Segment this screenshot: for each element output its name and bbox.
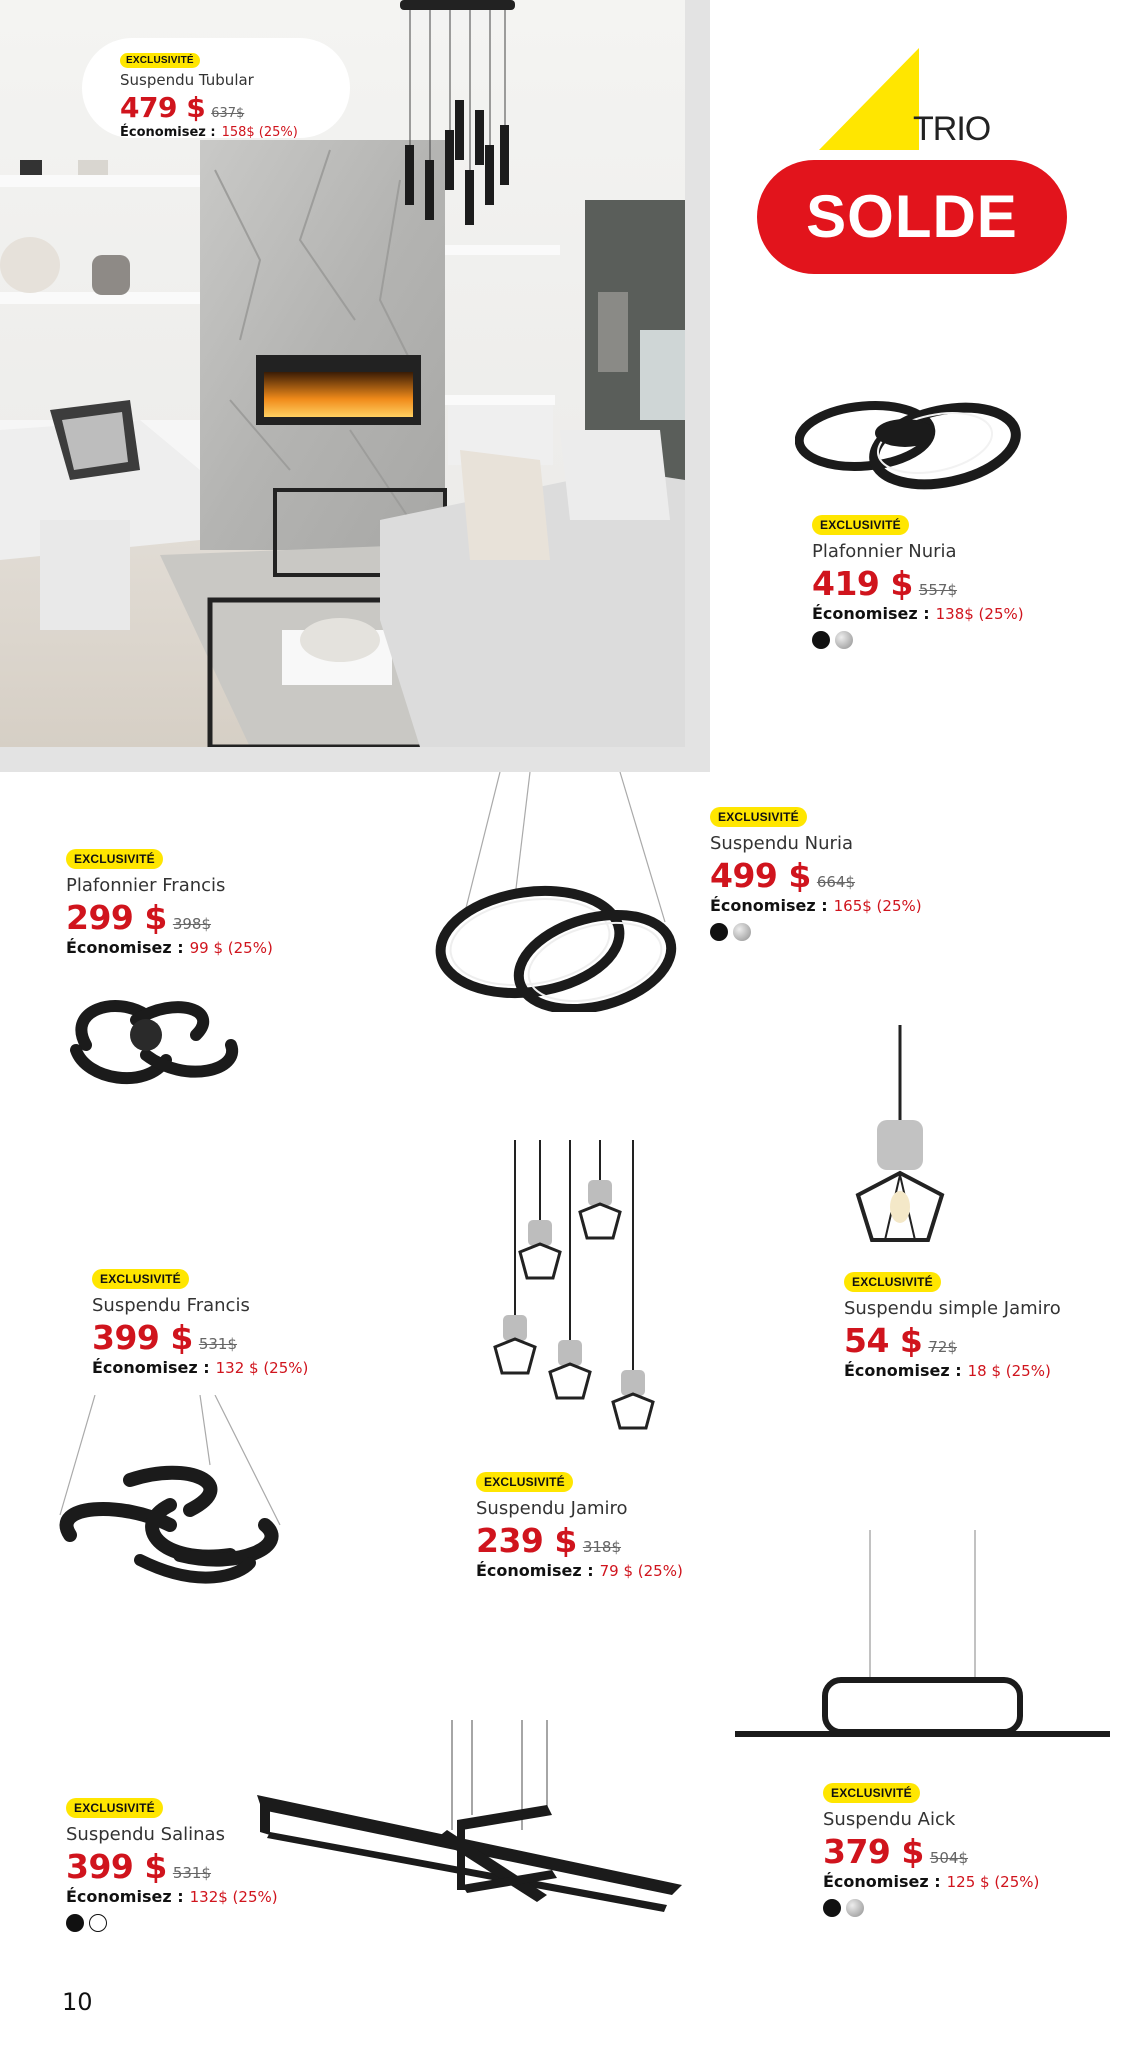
savings: Économisez : 132$ (25%) [66, 1887, 278, 1906]
exclusivity-badge: EXCLUSIVITÉ [823, 1783, 920, 1803]
original-price: 557$ [918, 581, 958, 599]
plafonnier-francis-image [56, 990, 246, 1100]
exclusivity-badge: EXCLUSIVITÉ [120, 53, 200, 68]
color-swatch-black[interactable] [710, 923, 728, 941]
page-number: 10 [62, 1988, 93, 2016]
sale-banner: SOLDE [757, 160, 1067, 274]
product-suspendu-simple-jamiro [844, 1271, 1061, 1380]
color-swatch-silver[interactable] [846, 1899, 864, 1917]
savings: Économisez : 99 $ (25%) [66, 938, 273, 957]
savings-value: 18 $ (25%) [967, 1362, 1051, 1380]
original-price: 504$ [929, 1849, 969, 1867]
savings-value: 99 $ (25%) [189, 939, 273, 957]
sale-price: 299 $ [66, 898, 167, 937]
savings-value: 125 $ (25%) [946, 1873, 1040, 1891]
hero-product-callout [82, 38, 350, 138]
savings: Économisez : 158$ (25%) [120, 125, 298, 140]
savings-value: 165$ (25%) [833, 897, 922, 915]
original-price: 637$ [211, 106, 245, 121]
product-name: Suspendu Aick [823, 1809, 956, 1830]
savings: Économisez : 18 $ (25%) [844, 1361, 1051, 1380]
color-options [66, 1914, 278, 1932]
exclusivity-badge: EXCLUSIVITÉ [844, 1272, 941, 1292]
exclusivity-badge: EXCLUSIVITÉ [66, 1798, 163, 1818]
suspendu-aick-image [735, 1530, 1115, 1755]
product-suspendu-nuria [710, 806, 922, 941]
savings-value: 138$ (25%) [935, 605, 1024, 623]
product-name: Suspendu Nuria [710, 833, 853, 854]
savings-value: 158$ (25%) [221, 125, 298, 140]
exclusivity-badge: EXCLUSIVITÉ [92, 1269, 189, 1289]
savings-value: 79 $ (25%) [599, 1562, 683, 1580]
product-name: Suspendu Tubular [120, 71, 254, 89]
color-swatch-black[interactable] [812, 631, 830, 649]
color-swatch-silver[interactable] [733, 923, 751, 941]
original-price: 72$ [928, 1338, 958, 1356]
product-name: Suspendu simple Jamiro [844, 1298, 1061, 1319]
sale-price: 239 $ [476, 1521, 577, 1560]
color-swatch-black[interactable] [66, 1914, 84, 1932]
exclusivity-badge: EXCLUSIVITÉ [476, 1472, 573, 1492]
product-plafonnier-nuria [812, 514, 1024, 649]
product-suspendu-salinas [66, 1797, 278, 1932]
color-options [710, 923, 922, 941]
plafonnier-nuria-image [795, 388, 1027, 498]
brand-name: TRIO [913, 110, 991, 148]
savings: Économisez : 165$ (25%) [710, 896, 922, 915]
exclusivity-badge: EXCLUSIVITÉ [812, 515, 909, 535]
color-swatch-silver[interactable] [835, 631, 853, 649]
trio-solde-logo [757, 48, 1067, 278]
original-price: 531$ [172, 1864, 212, 1882]
original-price: 531$ [198, 1335, 238, 1353]
color-options [823, 1899, 1039, 1917]
sale-price: 479 $ [120, 91, 206, 124]
sale-price: 499 $ [710, 856, 811, 895]
trio-triangle-icon [819, 48, 919, 153]
sale-price: 399 $ [66, 1847, 167, 1886]
sale-price: 379 $ [823, 1832, 924, 1871]
savings: Économisez : 132 $ (25%) [92, 1358, 309, 1377]
product-suspendu-aick [823, 1782, 1039, 1917]
exclusivity-badge: EXCLUSIVITÉ [710, 807, 807, 827]
product-name: Suspendu Francis [92, 1295, 250, 1316]
sale-price: 399 $ [92, 1318, 193, 1357]
product-plafonnier-francis [66, 848, 273, 957]
product-name: Plafonnier Nuria [812, 541, 957, 562]
suspendu-francis-image [40, 1395, 290, 1595]
suspendu-nuria-image [420, 772, 690, 1012]
savings: Économisez : 79 $ (25%) [476, 1561, 683, 1580]
original-price: 318$ [582, 1538, 622, 1556]
exclusivity-badge: EXCLUSIVITÉ [66, 849, 163, 869]
sale-price: 419 $ [812, 564, 913, 603]
color-swatch-black[interactable] [823, 1899, 841, 1917]
suspendu-jamiro-image [475, 1140, 675, 1450]
product-suspendu-jamiro [476, 1471, 683, 1580]
savings: Économisez : 138$ (25%) [812, 604, 1024, 623]
color-options [812, 631, 1024, 649]
suspendu-salinas-image [252, 1720, 692, 1920]
suspendu-simple-jamiro-image [850, 1025, 950, 1245]
original-price: 398$ [172, 915, 212, 933]
savings-value: 132 $ (25%) [215, 1359, 309, 1377]
sale-price: 54 $ [844, 1321, 923, 1360]
product-suspendu-francis [92, 1268, 308, 1377]
product-name: Plafonnier Francis [66, 875, 226, 896]
product-name: Suspendu Jamiro [476, 1498, 628, 1519]
savings: Économisez : 125 $ (25%) [823, 1872, 1040, 1891]
product-name: Suspendu Salinas [66, 1824, 225, 1845]
savings-value: 132$ (25%) [189, 1888, 278, 1906]
original-price: 664$ [816, 873, 856, 891]
color-swatch-white[interactable] [89, 1914, 107, 1932]
